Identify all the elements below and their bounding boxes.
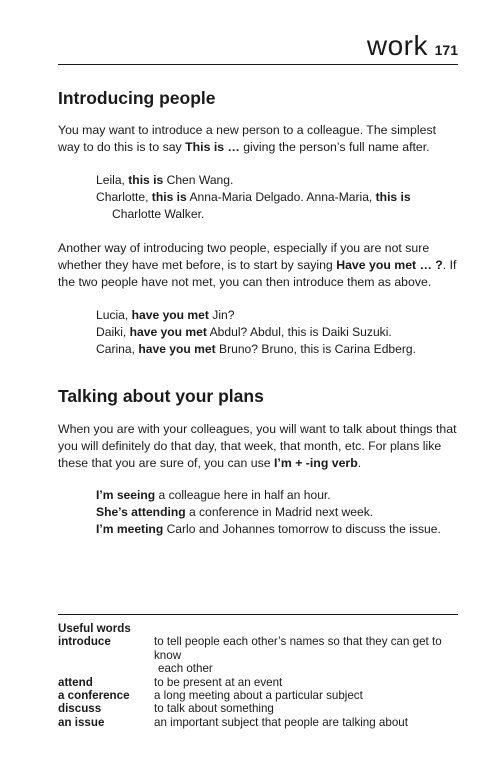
example-line: She’s attending a conference in Madrid next week. <box>96 505 374 519</box>
intro-paragraph: You may want to introduce a new person to a colleague. The simplest way to do this is to say This is … giving the person’s full name after. <box>58 123 437 154</box>
page-number: 171 <box>434 42 458 58</box>
glossary-divider <box>58 614 458 615</box>
glossary-term: an issue <box>58 715 105 729</box>
section-heading-plans: Talking about your plans <box>58 386 264 406</box>
glossary-definition: to talk about something <box>154 702 274 716</box>
have-you-met-paragraph: Another way of introducing two people, especially if you are not sure whether they have met before, is to start by saying Have you met … ?. If the two people have not met, you can then introduce them as above. <box>58 241 457 289</box>
glossary-term: discuss <box>58 702 102 716</box>
introduction-examples <box>96 172 460 223</box>
section-heading-introducing: Introducing people <box>58 88 216 108</box>
glossary-term: introduce <box>58 635 111 649</box>
example-line: I’m meeting Carlo and Johannes tomorrow to discuss the issue. <box>96 522 441 536</box>
glossary-definition: an important subject that people are talking about <box>154 715 408 729</box>
glossary-row <box>58 702 458 715</box>
chapter-name: work <box>366 30 428 61</box>
glossary-row <box>58 716 458 729</box>
example-line: I’m seeing a colleague here in half an hour. <box>96 488 331 502</box>
glossary-row <box>58 689 458 702</box>
glossary-definition: a long meeting about a particular subject <box>154 689 363 703</box>
glossary-term: attend <box>58 675 93 689</box>
glossary-term: a conference <box>58 689 130 703</box>
example-line-continued: Charlotte Walker. <box>112 207 205 221</box>
example-line: Charlotte, this is Anna-Maria Delgado. Anna-Maria, this is <box>96 190 411 204</box>
glossary-row <box>58 676 458 689</box>
glossary-row <box>58 635 458 675</box>
example-line: Lucia, have you met Jin? <box>96 308 235 322</box>
running-header <box>58 30 458 65</box>
example-line: Carina, have you met Bruno? Bruno, this is Carina Edberg. <box>96 342 416 356</box>
glossary-definition: to tell people each other’s names so that they can get to know each other <box>154 635 442 676</box>
example-line: Leila, this is Chen Wang. <box>96 173 234 187</box>
plans-paragraph: When you are with your colleagues, you will want to talk about things that you will definitely do that day, that week, that month, etc. For plans like these that you are sure of, you can use I’m + -ing verb. <box>58 422 457 470</box>
useful-words-box <box>58 622 458 729</box>
have-you-met-examples <box>96 307 460 358</box>
glossary-definition: to be present at an event <box>154 675 283 689</box>
example-line: Daiki, have you met Abdul? Abdul, this is Daiki Suzuki. <box>96 325 392 339</box>
glossary-title: Useful words <box>58 622 131 635</box>
plans-examples <box>96 487 460 538</box>
